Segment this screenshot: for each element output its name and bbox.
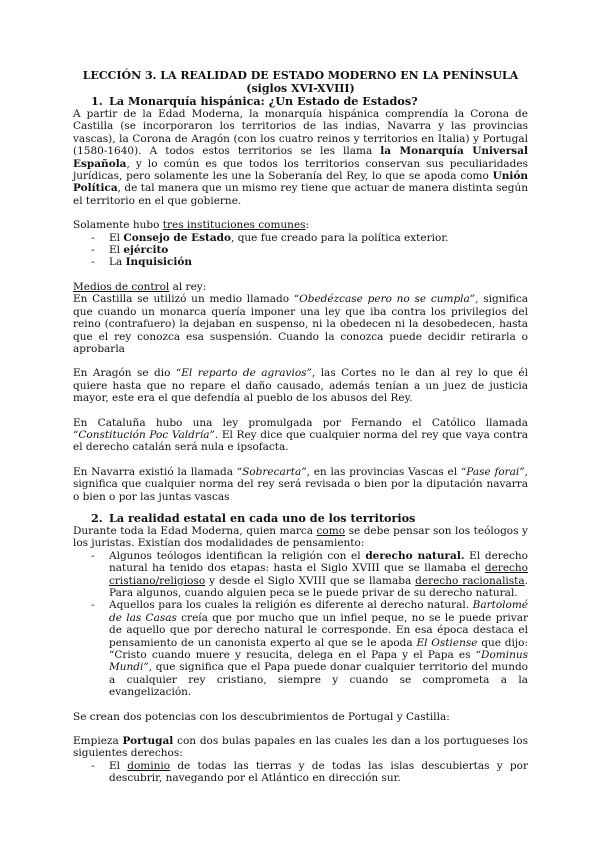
list-item — [73, 232, 528, 244]
text: El — [109, 759, 128, 772]
spacer — [73, 454, 528, 466]
dash-bullet: - — [91, 231, 95, 244]
text: de todas las tierras y de todas las islas descubiertas y por descubrir, navegando por el Atlántico en dirección sur. — [109, 759, 528, 785]
navarra-paragraph — [73, 466, 528, 503]
thought-modalities-list — [73, 550, 528, 699]
text: y desde el Siglo XVIII que se llamaba — [205, 574, 416, 587]
text: A partir de la Edad Moderna, la monarquía hispánica comprendía la Corona de Castilla (se incorporaron los territorios de las indias, Navarra y las provincias vascas), la Corona de Aragón (con los cuatro reinos y territorios en Italia) y Portugal (1580-1640). A todos estos territorios se les llama — [73, 108, 528, 158]
text-underlined: dominio — [127, 759, 171, 772]
title-line-1: LECCIÓN 3. LA REALIDAD DE ESTADO MODERNO EN LA PENÍNSULA — [82, 69, 519, 82]
section-2-number: 2. — [91, 510, 103, 525]
title-line-2: (siglos XVI-XVIII) — [246, 81, 355, 95]
text-bold: la Monarquía Universal Española — [73, 145, 529, 170]
section-2-heading — [73, 512, 528, 525]
text-italic: Bartolomé de las Casas — [109, 599, 528, 624]
text: Algunos teólogos identifican la religión con el — [109, 549, 366, 562]
institutions-intro — [73, 219, 528, 231]
text: que dijo: “Cristo cuando muere y resucita, delega en el Papa y el Papa es — [109, 636, 529, 662]
text-italic: “Sobrecarta” — [236, 465, 307, 478]
text-italic: “Constitución Poc Valdría” — [73, 428, 215, 441]
lesson-title — [73, 70, 528, 95]
dash-bullet: - — [91, 599, 95, 612]
text: , significa que cuando un monarca quería imponer una ley que iba contra los privilegios del reino (contrafuero) la dejaban en suspenso, ni la obedecen ni la desobedecen, hasta que el rey conozca esa suspensión. Cuando la conozca puede decidir retirarla o aprobarla — [73, 293, 528, 355]
portugal-rights-list — [73, 760, 528, 785]
section-1-title: La Monarquía hispánica: ¿Un Estado de Estados? — [109, 94, 418, 108]
list-item — [73, 599, 528, 698]
text: En Cataluña hubo una ley promulgada por Fernando el Católico llamada — [73, 416, 528, 429]
text: . El Rey dice que cualquier norma del rey que vaya contra el derecho catalán será nula e ipsofacta. — [73, 428, 528, 454]
list-item — [73, 256, 528, 268]
section-1-number: 1. — [91, 94, 103, 108]
dash-bullet: - — [91, 549, 95, 562]
text: En Navarra existió la llamada — [73, 465, 237, 478]
text: creía que por mucho que un infiel peque, no se le puede privar de aquello que por derecho natural le corresponde. En esa época destaca el pensamiento de un canonista experto al que se le apoda — [109, 611, 529, 649]
spacer — [73, 699, 528, 711]
text-bold: derecho natural. — [365, 549, 465, 562]
castilla-paragraph — [73, 293, 528, 355]
dash-bullet: - — [91, 244, 95, 257]
dash-bullet: - — [91, 256, 95, 269]
document-page — [73, 70, 528, 785]
text-bold: ejército — [123, 244, 169, 257]
text: Durante toda la Edad Moderna, quien marca — [73, 524, 317, 537]
text: , de tal manera que un mismo rey tiene que actuar de manera distinta según el territorio en el que gobierne. — [73, 182, 528, 207]
spacer — [73, 723, 528, 735]
text-bold: Unión Política — [73, 170, 528, 195]
text-italic: “Dominus Mundi” — [109, 649, 528, 674]
text: Aquellos para los cuales la religión es diferente al derecho natural. — [109, 599, 473, 612]
control-heading — [73, 281, 528, 293]
text-italic: “Obedézcase pero no se cumpla” — [293, 293, 476, 306]
text-bold: Inquisición — [125, 256, 193, 269]
spacer — [73, 405, 528, 417]
list-item — [73, 760, 528, 785]
text: El — [109, 231, 124, 244]
cataluna-paragraph — [73, 417, 528, 454]
section-2-title: La realidad estatal en cada uno de los territorios — [109, 510, 416, 525]
text-italic: El Ostiense — [416, 636, 478, 649]
text: Empieza — [73, 735, 123, 748]
text: , en las provincias Vascas el — [306, 465, 461, 478]
intro-paragraph — [73, 108, 528, 207]
text: El derecho natural ha tenido dos etapas: hasta el Siglo XVIII que se llamaba el — [109, 549, 528, 575]
dash-bullet: - — [91, 759, 95, 772]
text: , significa que cualquier norma del rey será revisada o bien por la diputación navarra o bien o por las juntas vascas — [73, 465, 528, 503]
institutions-list — [73, 232, 528, 269]
list-item — [73, 244, 528, 256]
text: , y lo común es que todos los territorios conservan sus peculiaridades jurídicas, pero solamente les une la Soberanía del Rey, lo que se apoda como — [73, 157, 528, 183]
text: , las Cortes no le dan al rey lo que él quiere hasta que no repare el daño causado, además tenían a un juez de justicia mayor, este era el que defendía al pueblo de los abusos del Rey. — [73, 367, 528, 405]
section-2-intro — [73, 525, 528, 550]
spacer — [73, 355, 528, 367]
aragon-paragraph — [73, 367, 528, 404]
potencias-paragraph: Se crean dos potencias con los descubrimientos de Portugal y Castilla: — [73, 710, 450, 723]
spacer — [73, 269, 528, 281]
text-bold: Portugal — [122, 735, 174, 748]
text: . Para algunos, cuando alguien peca se le puede privar de su derecho natural. — [109, 574, 528, 599]
text-italic: “El reparto de agravios” — [175, 367, 312, 380]
text: En Aragón se dio — [73, 367, 176, 380]
text-underlined: tres instituciones comunes — [162, 219, 306, 232]
text-italic: “Pase forai” — [460, 465, 525, 478]
text-underlined: derecho cristiano/religioso — [109, 562, 528, 587]
text-underlined: Medios de control — [73, 280, 170, 293]
text: En Castilla se utilizó un medio llamado — [73, 293, 294, 306]
text-underlined: como — [316, 524, 346, 537]
spacer — [73, 207, 528, 219]
text: El — [109, 244, 124, 257]
text: al rey: — [169, 280, 207, 293]
section-1-heading — [73, 95, 528, 108]
text: : — [305, 219, 310, 232]
list-item — [73, 550, 528, 600]
text: , que significa que el Papa puede donar cualquier territorio del mundo a cualquier rey cristiano, siempre y cuando se comprometa a la evangelización. — [109, 661, 528, 699]
portugal-paragraph — [73, 735, 528, 760]
text: , que fue creado para la política exterior. — [231, 231, 449, 244]
text: con dos bulas papales en las cuales les dan a los portugueses los siguientes derechos: — [73, 735, 528, 760]
text-bold: Consejo de Estado — [123, 231, 232, 244]
text: se debe pensar son los teólogos y los juristas. Existían dos modalidades de pensamiento: — [73, 524, 528, 550]
text: Solamente hubo — [73, 219, 163, 232]
text: La — [109, 256, 126, 269]
text-underlined: derecho racionalista — [415, 574, 525, 587]
